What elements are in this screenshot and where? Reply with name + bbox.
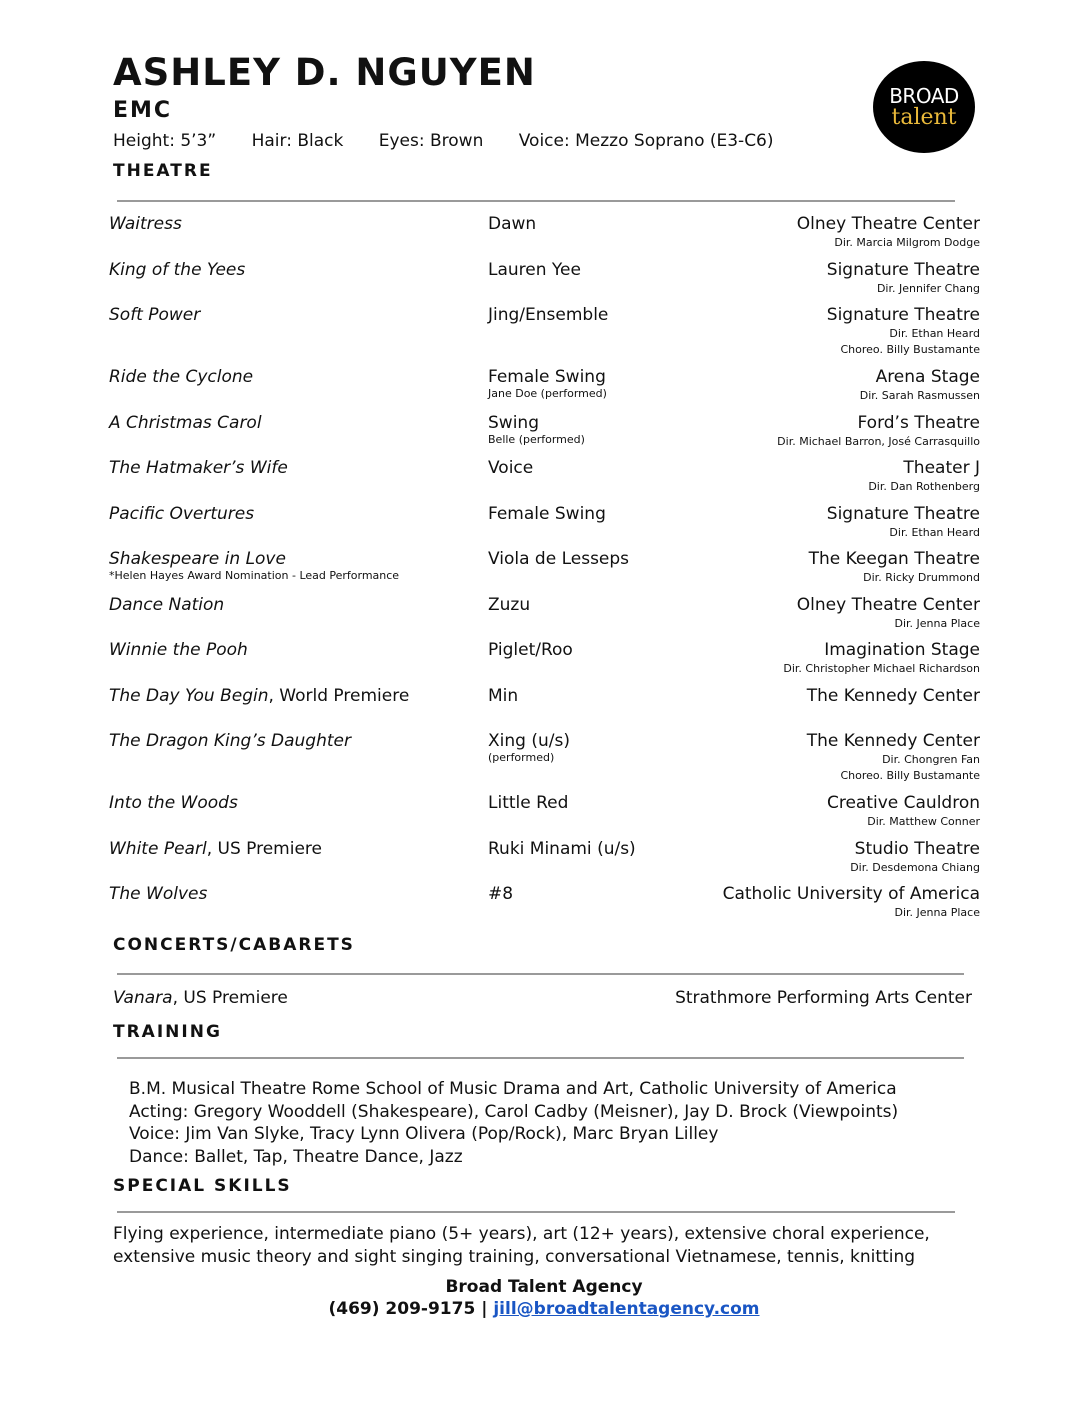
show-title: Winnie the Pooh [109, 640, 248, 660]
show-title: Shakespeare in Love [109, 549, 286, 569]
role-name: Dawn [488, 214, 537, 234]
role-name: Lauren Yee [488, 260, 581, 280]
creative-credits [895, 905, 980, 921]
venue-name: Olney Theatre Center [796, 214, 980, 234]
agency-contact [0, 1298, 1088, 1320]
skills-heading: SPECIAL SKILLS [113, 1176, 292, 1196]
role-note: Belle (performed) [488, 433, 585, 446]
training-heading: TRAINING [113, 1022, 222, 1042]
concerts-heading: CONCERTS/CABARETS [113, 935, 355, 955]
role-name: Female Swing [488, 504, 606, 524]
venue-name: Signature Theatre [826, 305, 980, 325]
director-credit: Dir. Matthew Conner [867, 815, 980, 828]
venue-name: Catholic University of America [722, 884, 980, 904]
agency-email-link[interactable]: jill@broadtalentagency.com [493, 1299, 760, 1319]
union-status: EMC [113, 98, 173, 123]
role-name: Female Swing [488, 367, 606, 387]
role-note: Jane Doe (performed) [488, 387, 607, 400]
director-credit: Dir. Dan Rothenberg [868, 480, 980, 493]
concert-venue: Strathmore Performing Arts Center [675, 988, 972, 1008]
concert-title: Vanara, US Premiere [113, 988, 288, 1008]
director-credit: Dir. Jennifer Chang [876, 282, 980, 295]
creative-credits [867, 814, 980, 830]
skills-divider [117, 1211, 955, 1213]
venue-name: Olney Theatre Center [796, 595, 980, 615]
venue-name: The Keegan Theatre [808, 549, 980, 569]
training-dance: Dance: Ballet, Tap, Theatre Dance, Jazz [129, 1146, 463, 1167]
director-credit: Choreo. Billy Bustamante [840, 343, 980, 356]
role-name: Viola de Lesseps [488, 549, 630, 569]
show-title: A Christmas Carol [109, 413, 262, 433]
venue-name: Studio Theatre [854, 839, 980, 859]
director-credit: Dir. Chongren Fan [882, 753, 980, 766]
show-title: The Day You Begin, World Premiere [109, 686, 410, 706]
director-credit: Dir. Ethan Heard [889, 327, 980, 340]
director-credit: Dir. Michael Barron, José Carrasquillo [777, 435, 980, 448]
venue-name: Signature Theatre [826, 260, 980, 280]
theatre-heading: THEATRE [113, 161, 213, 181]
creative-credits [863, 570, 980, 586]
training-divider [117, 1057, 964, 1059]
venue-name: Arena Stage [875, 367, 980, 387]
training-list [129, 1078, 898, 1168]
award-note: *Helen Hayes Award Nomination - Lead Performance [109, 569, 400, 582]
role-name: Ruki Minami (u/s) [488, 839, 636, 859]
role-name: Swing [488, 413, 539, 433]
agency-footer [0, 1276, 1088, 1320]
creative-credits [841, 752, 981, 784]
role-name: Min [488, 686, 519, 706]
creative-credits [889, 525, 980, 541]
role-name: Xing (u/s) [488, 731, 570, 751]
agency-phone: (469) 209-9175 | [328, 1299, 494, 1319]
director-credit: Dir. Jenna Place [894, 617, 980, 630]
eyes-stat: Eyes: Brown [378, 131, 484, 151]
role-name: #8 [488, 884, 514, 904]
venue-name: Signature Theatre [826, 504, 980, 524]
director-credit: Dir. Ricky Drummond [863, 571, 980, 584]
hair-stat: Hair: Black [251, 131, 344, 151]
role-name: Little Red [488, 793, 569, 813]
physical-stats [113, 129, 804, 153]
skills-text: Flying experience, intermediate piano (5+ years), art (12+ years), extensive choral experience, extensive music theory and sight singing training, conversational Vietnamese, tennis, knitting [113, 1224, 930, 1267]
director-credit: Dir. Ethan Heard [889, 526, 980, 539]
director-credit: Dir. Marcia Milgrom Dodge [834, 236, 980, 249]
creative-credits [777, 434, 980, 450]
show-title: The Hatmaker’s Wife [109, 458, 288, 478]
show-title: The Dragon King’s Daughter [109, 731, 351, 751]
creative-credits [868, 479, 980, 495]
creative-credits [877, 281, 980, 297]
voice-stat: Voice: Mezzo Soprano (E3-C6) [518, 131, 774, 151]
concerts-divider [117, 973, 964, 975]
training-acting: Acting: Gregory Wooddell (Shakespeare), Carol Cadby (Meisner), Jay D. Brock (Viewpoints) [129, 1101, 899, 1122]
role-name: Jing/Ensemble [488, 305, 609, 325]
show-title: Pacific Overtures [109, 504, 255, 524]
director-credit: Choreo. Billy Bustamante [840, 769, 980, 782]
role-note: (performed) [488, 751, 555, 764]
creative-credits [895, 616, 980, 632]
creative-credits [783, 661, 980, 677]
role-name: Zuzu [488, 595, 531, 615]
venue-name: Ford’s Theatre [857, 413, 980, 433]
director-credit: Dir. Christopher Michael Richardson [783, 662, 980, 675]
show-title: The Wolves [109, 884, 208, 904]
show-title: Waitress [109, 214, 182, 234]
role-name: Voice [488, 458, 534, 478]
venue-name: The Kennedy Center [806, 731, 980, 751]
creative-credits [860, 388, 980, 404]
theatre-divider [117, 200, 955, 202]
training-degree: B.M. Musical Theatre Rome School of Music Drama and Art, Catholic University of America [129, 1079, 897, 1099]
creative-credits [841, 326, 981, 358]
venue-name: Imagination Stage [824, 640, 980, 660]
venue-name: The Kennedy Center [806, 686, 980, 706]
venue-name: Theater J [903, 458, 980, 478]
training-voice: Voice: Jim Van Slyke, Tracy Lynn Olivera (Pop/Rock), Marc Bryan Lilley [129, 1124, 719, 1144]
show-title: Dance Nation [109, 595, 225, 615]
logo-talent-text: talent [891, 105, 957, 130]
show-title: Into the Woods [109, 793, 238, 813]
venue-name: Creative Cauldron [826, 793, 980, 813]
director-credit: Dir. Sarah Rasmussen [859, 389, 980, 402]
agency-name: Broad Talent Agency [445, 1277, 643, 1297]
actor-name: ASHLEY D. NGUYEN [113, 51, 536, 94]
broad-talent-logo [873, 61, 975, 153]
logo-broad-text: BROAD [889, 84, 959, 108]
height-stat: Height: 5’3” [113, 131, 217, 151]
creative-credits [850, 860, 980, 876]
creative-credits [834, 235, 980, 251]
director-credit: Dir. Desdemona Chiang [850, 861, 980, 874]
show-title: White Pearl, US Premiere [109, 839, 322, 859]
show-title: Ride the Cyclone [109, 367, 254, 387]
director-credit: Dir. Jenna Place [894, 906, 980, 919]
show-title: Soft Power [109, 305, 201, 325]
show-title: King of the Yees [109, 260, 246, 280]
role-name: Piglet/Roo [488, 640, 573, 660]
